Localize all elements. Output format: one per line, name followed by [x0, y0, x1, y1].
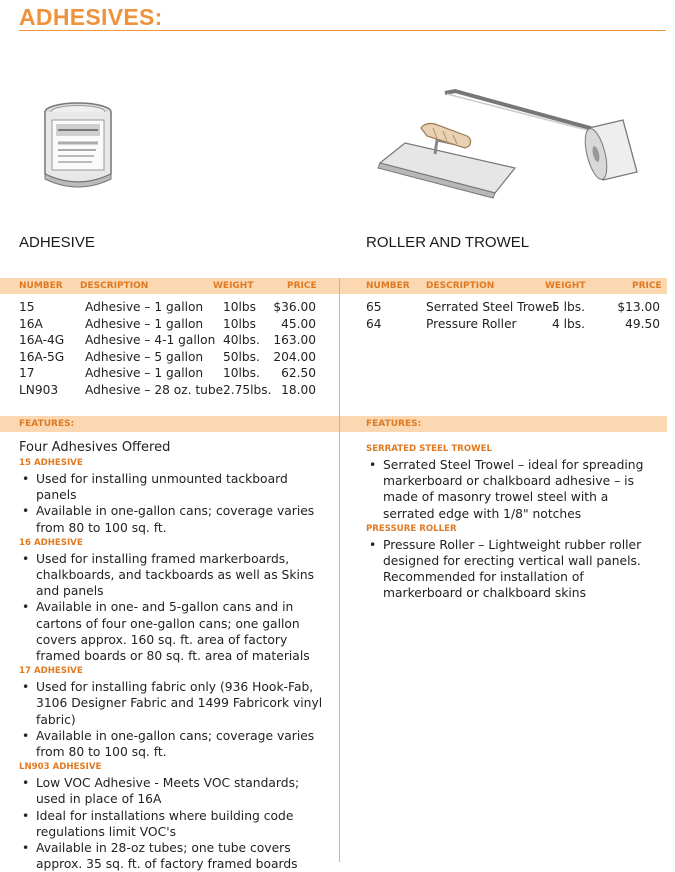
- feature-list: [19, 471, 324, 536]
- col-weight: WEIGHT: [213, 281, 254, 291]
- adhesive-can-image: [38, 100, 120, 190]
- feature-subhead: 16 ADHESIVE: [19, 537, 83, 548]
- cell-description: Adhesive – 1 gallon: [85, 366, 204, 381]
- feature-item: [19, 599, 324, 664]
- cell-description: Adhesive – 4-1 gallon: [85, 333, 216, 348]
- cell-description: Pressure Roller: [426, 316, 517, 331]
- cell-weight: 40lbs.: [223, 333, 260, 348]
- adhesive-feature-groups: [19, 457, 324, 872]
- bullet-icon: •: [22, 808, 30, 823]
- cell-weight: 10lbs: [223, 300, 256, 314]
- feature-text: Used for installing unmounted tackboard panels: [36, 472, 288, 503]
- feature-item: [19, 679, 324, 728]
- feature-list: [19, 551, 324, 664]
- table-row: [0, 333, 670, 349]
- feature-subhead: 17 ADHESIVE: [19, 666, 83, 677]
- adhesive-heading: ADHESIVE: [19, 234, 95, 251]
- cell-price: 62.50: [281, 366, 316, 381]
- feature-text: Ideal for installations where building code regulations limit VOC's: [36, 808, 294, 839]
- bullet-icon: •: [22, 551, 30, 566]
- adhesive-features: [19, 439, 324, 872]
- feature-text: Available in one-gallon cans; coverage varies from 80 to 100 sq. ft.: [36, 504, 315, 535]
- cell-price: 45.00: [281, 316, 316, 331]
- feature-item: [19, 503, 324, 535]
- table-row: [0, 317, 670, 333]
- features-intro: Four Adhesives Offered: [19, 440, 171, 455]
- feature-text: Pressure Roller – Lightweight rubber roller designed for erecting vertical wall panels. Recommended for installation of markerboard or chalkboard skins: [383, 537, 642, 601]
- features-label: FEATURES:: [19, 419, 75, 429]
- trowel-and-roller-image: [375, 88, 645, 203]
- feature-text: Available in 28-oz tubes; one tube covers approx. 35 sq. ft. of factory framed boards: [36, 841, 298, 872]
- cell-description: Adhesive – 1 gallon: [85, 300, 204, 314]
- adhesive-features-band: [0, 416, 339, 432]
- column-divider: [339, 278, 340, 862]
- bullet-icon: •: [22, 841, 30, 856]
- cell-weight: 50lbs.: [223, 349, 260, 364]
- feature-text: Available in one-gallon cans; coverage varies from 80 to 100 sq. ft.: [36, 728, 315, 760]
- cell-weight: 10lbs.: [223, 366, 260, 381]
- roller-features-band: [340, 416, 667, 432]
- feature-item: [366, 537, 661, 602]
- feature-list: [366, 537, 661, 602]
- cell-weight: 5 lbs.: [552, 300, 585, 314]
- feature-item: [366, 457, 661, 522]
- cell-price: 163.00: [273, 333, 316, 348]
- col-price: PRICE: [287, 281, 317, 291]
- col-description: DESCRIPTION: [80, 281, 149, 291]
- cell-number: 64: [366, 316, 382, 331]
- cell-price: 49.50: [625, 316, 660, 331]
- cell-price: 204.00: [273, 349, 316, 364]
- bullet-icon: •: [22, 728, 30, 743]
- col-price: PRICE: [632, 281, 662, 291]
- feature-list: [19, 775, 324, 872]
- roller-feature-groups: [366, 443, 661, 602]
- roller-trowel-table-header: [340, 278, 667, 294]
- cell-number: 15: [19, 300, 35, 314]
- cell-description: Serrated Steel Trowel: [426, 300, 556, 314]
- feature-item: [19, 775, 324, 807]
- table-row: [0, 383, 670, 399]
- roller-trowel-heading: ROLLER AND TROWEL: [366, 234, 530, 251]
- feature-subhead: SERRATED STEEL TROWEL: [366, 444, 493, 454]
- adhesive-table-header: [0, 278, 339, 294]
- feature-text: Available in one- and 5-gallon cans and in cartons of four one-gallon cans; one gallon covers approx. 160 sq. ft. area of factory framed boards or 80 sq. ft. area of materials: [36, 600, 310, 664]
- bullet-icon: •: [22, 472, 30, 486]
- cell-price: $13.00: [617, 300, 660, 314]
- feature-item: [19, 551, 324, 600]
- table-row: [0, 350, 670, 366]
- bullet-icon: •: [22, 600, 30, 615]
- features-label: FEATURES:: [366, 419, 422, 429]
- page-title: ADHESIVES:: [19, 4, 163, 30]
- feature-list: [366, 457, 661, 522]
- bullet-icon: •: [369, 458, 377, 472]
- cell-price: $36.00: [273, 300, 316, 314]
- col-description: DESCRIPTION: [426, 281, 495, 291]
- feature-subhead: 15 ADHESIVE: [19, 458, 83, 468]
- feature-item: [19, 728, 324, 760]
- col-number: NUMBER: [366, 281, 410, 291]
- roller-features: [366, 442, 661, 602]
- bullet-icon: •: [22, 680, 30, 695]
- cell-number: LN903: [19, 383, 59, 397]
- bullet-icon: •: [22, 776, 30, 791]
- cell-description: Adhesive – 1 gallon: [85, 316, 204, 331]
- cell-number: 16A-4G: [19, 333, 65, 348]
- feature-text: Low VOC Adhesive - Meets VOC standards; used in place of 16A: [36, 776, 300, 807]
- col-number: NUMBER: [19, 281, 63, 291]
- cell-weight: 4 lbs.: [552, 316, 585, 331]
- feature-subhead: LN903 ADHESIVE: [19, 762, 102, 773]
- cell-number: 65: [366, 300, 382, 314]
- feature-item: [19, 808, 324, 840]
- cell-price: 18.00: [281, 383, 316, 397]
- cell-weight: 2.75lbs.: [223, 383, 272, 397]
- cell-weight: 10lbs: [223, 316, 256, 331]
- cell-number: 17: [19, 366, 35, 381]
- table-row: [0, 300, 670, 316]
- feature-list: [19, 679, 324, 760]
- title-rule: [19, 30, 666, 31]
- feature-subhead: PRESSURE ROLLER: [366, 523, 457, 534]
- cell-number: 16A-5G: [19, 349, 65, 364]
- table-row: [0, 366, 670, 382]
- feature-item: [19, 840, 324, 872]
- cell-description: Adhesive – 28 oz. tube: [85, 383, 224, 397]
- col-weight: WEIGHT: [545, 281, 586, 291]
- cell-number: 16A: [19, 316, 43, 331]
- cell-description: Adhesive – 5 gallon: [85, 349, 204, 364]
- feature-text: Serrated Steel Trowel – ideal for spreading markerboard or chalkboard adhesive – is made of masonry trowel steel with a serrated edge with 1/8" notches: [383, 458, 644, 521]
- feature-text: Used for installing framed markerboards, chalkboards, and tackboards as well as Skins and panels: [36, 551, 315, 599]
- feature-text: Used for installing fabric only (936 Hook-Fab, 3106 Designer Fabric and 1499 Fabricork vinyl fabric): [36, 680, 323, 727]
- feature-item: [19, 471, 324, 503]
- bullet-icon: •: [369, 537, 377, 552]
- bullet-icon: •: [22, 504, 30, 519]
